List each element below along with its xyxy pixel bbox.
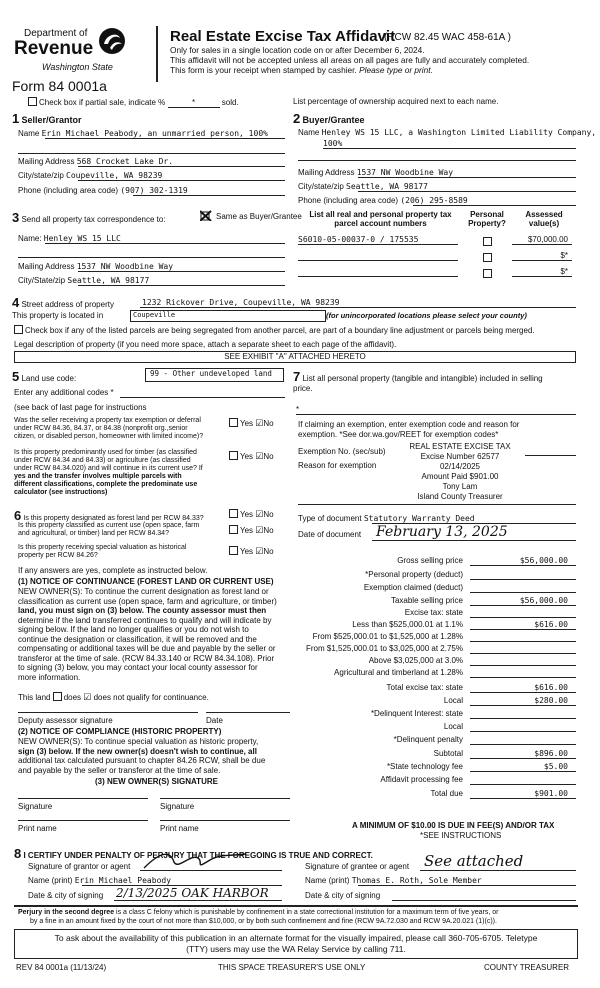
personal-property-checkbox-2[interactable] [483,253,492,262]
seller-name-field[interactable]: Erin Michael Peabody, an unmarried person, 100% [41,129,268,138]
tax-row-label: Taxable selling price [390,596,463,605]
seller-mail-field[interactable]: 568 Crocket Lake Dr. [76,157,174,166]
see-instructions: *SEE INSTRUCTIONS [420,831,502,840]
header-line-2: This affidavit will not be accepted unless all areas on all pages are fully and accurately completed. [170,55,530,65]
doc-type-row: Type of document Statutory Warranty Deed [298,514,475,523]
grantee-date-label: Date & city of signing [305,891,381,900]
checked-box-icon[interactable] [200,210,212,221]
tax-row-value[interactable]: $5.00 [543,762,568,771]
treasurer-stamp: REAL ESTATE EXCISE TAX Excise Number 62577 02/14/2025 Amount Paid $901.00 Tony Lam Island County Treasurer [409,442,511,501]
treasurer-use: THIS SPACE TREASURER'S USE ONLY [218,963,366,972]
forest-q1-yes-no[interactable]: Yes ☑No [229,509,274,519]
located-label: This property is located in [12,311,104,320]
assessed-value-1[interactable]: $70,000.00 [527,235,568,244]
legal-label: Legal description of property (if you need more space, attach a separate sheet to each page of the affidavit). [14,340,397,349]
tax-row-label: *Delinquent Interest: state [370,709,463,718]
doc-type-field[interactable]: Statutory Warranty Deed [363,514,475,523]
buyer-heading: 2 Buyer/Grantee [293,111,365,126]
located-note: (for unincorporated locations please select your county) [326,311,527,320]
forest-q2: Is this property classified as current use (open space, farm and agricultural, or timber) land per RCW 84.34? [18,522,200,537]
buyer-phone-row: Phone (including area code) (206) 295-8589 [298,196,468,205]
assessed-value-3[interactable]: $* [560,267,568,276]
header-line-1: Only for sales in a single location code on or after December 6, 2024. [170,45,425,55]
seller-city-row: City/state/zip Coupeville, WA 98239 [18,171,163,180]
partial-sale-checkbox[interactable] [28,97,37,106]
tax-row-label: Agricultural and timberland at 1.28% [334,668,463,677]
forest-q3: Is this property receiving special valuation as historical property per RCW 84.26? [18,544,187,559]
tax-row-label: *State technology fee [386,762,463,771]
assessed-value-header: Assessed value(s) [525,210,563,228]
grantor-date-field[interactable]: 2/13/2025 OAK HARBOR [116,886,269,900]
doc-date-field[interactable]: February 13, 2025 [376,524,508,540]
deputy-signature-label: Deputy assessor signature [18,716,113,725]
seller-mail-row: Mailing Address 568 Crocket Lake Dr. [18,157,174,166]
tax-row-label: Exemption claimed (deduct) [363,583,463,592]
tax-row-value[interactable]: $616.00 [534,620,568,629]
street-row: 4 Street address of property [12,295,114,310]
seller-name-row: Name Erin Michael Peabody, an unmarried person, 100% [18,129,268,138]
does-not-qualify-checkbox[interactable]: ☑ [83,692,92,702]
exemption-note: If claiming an exemption, enter exemption code and reason for exemption. *See dor.wa.gov/REET for exemption codes* [298,420,520,439]
buyer-name-line2: 100% [323,139,343,148]
personal-property-checkbox-1[interactable] [483,237,492,246]
see-back: (see back of last page for instructions [14,403,147,412]
tax-row-label: Excise tax: state [404,608,463,617]
seller-phone-field[interactable]: (907) 302-1319 [120,186,188,195]
buyer-mail-row: Mailing Address 1537 NW Woodbine Way [298,168,454,177]
washington-state-text: Washington State [42,62,113,72]
tax-row-value[interactable]: $280.00 [534,696,568,705]
forest-q2-yes-no[interactable]: Yes ☑No [229,525,274,535]
notice1-heading: (1) NOTICE OF CONTINUANCE (FOREST LAND OR CURRENT USE) [18,577,274,586]
tax-row-value[interactable]: $56,000.00 [519,556,568,565]
parcel-row-1[interactable]: S6010-05-00037-0 / 175535 [298,235,419,244]
grantor-sig-label: Signature of grantor or agent [28,862,131,871]
header-line-3: This form is your receipt when stamped by cashier. Please type or print. [170,65,433,75]
ownership-note: List percentage of ownership acquired next to each name. [293,97,499,106]
perjury-notice: Perjury in the second degree is a class C felony which is punishable by confinement in a state correctional institution for a maximum term of five years, or by a fine in an amount fixed by the court of not more than $10,000, or by both such confinement and fine (RCW 9A.72.030 and RCW 9A.20.021 (1)(c)). [18,909,499,925]
grantee-name-field[interactable]: Thomas E. Roth, Sole Member [351,876,482,885]
rev-number: REV 84 0001a (11/13/24) [16,963,107,972]
timber-question: Is this property predominantly used for timber (as classified under RCW 84.34 and 84.33) or agriculture (as classified under RCW 84.34.020) and will continue in its current use? If yes and the transfer involves multiple parcels with different classifications, complete the predominate use calculator (see instructions) [14,449,203,496]
partial-sale-row: Check box if partial sale, indicate % * sold. [28,97,239,108]
exemption-question: Was the seller receiving a property tax exemption or deferral under RCW 84.36, 84.37, or 84.38 (nonprofit org.,senior citizen, or disabled person, homeowner with limited income)? [14,417,204,440]
personal-property-header: Personal Property? [468,210,506,228]
personal-property-heading: 7 List all personal property (tangible and intangible) included in selling price. [293,369,543,393]
assessed-value-2[interactable]: $* [560,251,568,260]
segregated-row: Check box if any of the listed parcels are being segregated from another parcel, are part of a boundary line adjustment or parcels being merged. [14,325,535,335]
form-number: Form 84 0001a [12,78,107,94]
corr-mail-field[interactable]: 1537 NW Woodbine Way [76,262,174,271]
tax-row-value[interactable]: $616.00 [534,683,568,692]
notice3-heading: (3) NEW OWNER(S) SIGNATURE [95,777,218,786]
buyer-name-row: Name Henley WS 15 LLC, a Washington Limited Liability Company, [298,128,597,137]
corr-city-field[interactable]: Seattle, WA 98177 [67,276,150,285]
tax-row-label: Total due [430,789,463,798]
notice2-text: NEW OWNER(S): To continue special valuation as historic property, sign (3) below. If the new owner(s) doesn't wish to continue, all additional tax calculated pursuant to chapter 84.26 RCW, shall be due and payable by the seller or transferor at the time of sale. [18,737,266,775]
grantor-name-field[interactable]: Erin Michael Peabody [74,876,172,885]
segregated-checkbox[interactable] [14,325,23,334]
owner-signature-1: Signature [18,802,53,811]
tax-row-label: From $1,525,000.01 to $3,025,000 at 2.75% [305,644,463,653]
corr-city-row: City/State/zip Seattle, WA 98177 [18,276,150,285]
additional-codes: Enter any additional codes * [14,388,114,397]
tax-row-label: Subtotal [433,749,463,758]
tax-row-label: Above $3,025,000 at 3.0% [368,656,463,665]
does-checkbox[interactable] [53,692,62,701]
land-use-label: 5 Land use code: [12,369,77,384]
this-land-row: This land does ☑ does not qualify for continuance. [18,692,209,702]
county-treasurer: COUNTY TREASURER [484,963,570,972]
seller-city-field[interactable]: Coupeville, WA 98239 [66,171,163,180]
if-yes-note: If any answers are yes, complete as instructed below. [18,566,208,575]
legal-description-field[interactable]: SEE EXHIBIT "A" ATTACHED HERETO [14,351,576,363]
corr-name-row: Name: Henley WS 15 LLC [18,234,121,243]
forest-q3-yes-no[interactable]: Yes ☑No [229,546,274,556]
buyer-name-field[interactable]: Henley WS 15 LLC, a Washington Limited Liability Company, [321,128,597,137]
exemption-no-label: Exemption No. (sec/sub) [298,447,386,456]
exemption-reason-label: Reason for exemption [298,461,377,470]
seller-phone-row: Phone (including area code) (907) 302-1319 [18,186,188,195]
tax-row-label: Total excise tax: state [386,683,463,692]
form-title-ref: (RCW 82.45 WAC 458-61A ) [384,32,511,43]
forest-q1: 6 Is this property designated as forest land per RCW 84.33? [14,508,204,523]
tax-row-label: Affidavit processing fee [380,775,463,784]
certify-statement: 8 I CERTIFY UNDER PENALTY OF PERJURY THAT THE FOREGOING IS TRUE AND CORRECT. [14,846,373,861]
grantee-name-row: Name (print) Thomas E. Roth, Sole Member [305,876,482,885]
partial-pct-field[interactable]: * [168,98,220,108]
q1-yes-no[interactable]: Yes ☑No [229,418,274,428]
dor-logo [14,26,129,78]
seller-heading: 1 Seller/Grantor [12,111,82,126]
corr-mail-row: Mailing Address 1537 NW Woodbine Way [18,262,174,271]
tax-row-value[interactable]: $901.00 [534,789,568,798]
street-field[interactable]: 1232 Rickover Drive, Coupeville, WA 98239 [142,298,340,307]
parcel-header: List all real and personal property tax parcel account numbers [309,210,452,228]
buyer-mail-field[interactable]: 1537 NW Woodbine Way [356,168,454,177]
owner-print-1: Print name [18,824,57,833]
notice1-text: NEW OWNER(S): To continue the current designation as forest land or classification as current use (open space, farm and agriculture, or timber) land, you must sign on (3) below. The county assessor must then determine if the land transferred continues to qualify and will indicate by signing below. If the land no longer qualifies or you do not wish to continue the designation or classification, it will be removed and the compensating or additional taxes will be due and payable by the seller or transferor at the time of sale. (RCW 84.33.140 or RCW 84.34.108). Prior to signing (3) below, you may contact your local county assessor for more information. [18,587,277,682]
tax-row-label: *Personal property (deduct) [365,570,463,579]
tax-row-label: Local [443,696,463,705]
located-select[interactable]: Coupeville [130,310,326,322]
tax-row-label: Less than $525,000.01 at 1.1% [352,620,463,629]
tax-row-label: *Delinquent penalty [393,735,463,744]
buyer-phone-field[interactable]: (206) 295-8589 [400,196,468,205]
notice2-heading: (2) NOTICE OF COMPLIANCE (HISTORIC PROPERTY) [18,727,222,736]
deputy-date-label: Date [206,716,223,725]
personal-property-checkbox-3[interactable] [483,269,492,278]
q2-yes-no[interactable]: Yes ☑No [229,451,274,461]
grantor-date-label: Date & city of signing [28,891,104,900]
tax-row-label: Gross selling price [397,556,463,565]
grantor-name-row: Name (print) Erin Michael Peabody [28,876,172,885]
grantee-signature[interactable]: See attached [424,852,524,870]
buyer-city-row: City/state/zip Seattle, WA 98177 [298,182,428,191]
owner-signature-2: Signature [160,802,195,811]
doc-date-row: Date of document [298,530,362,539]
tax-row-value[interactable]: $896.00 [534,749,568,758]
land-use-field[interactable]: 99 - Other undeveloped land [145,368,284,382]
revenue-wordmark: Revenue [14,38,94,59]
minimum-due: A MINIMUM OF $10.00 IS DUE IN FEE(S) AND/OR TAX [352,821,555,830]
dor-swirl-icon [98,26,126,56]
tax-row-label: Local [443,722,463,731]
personal-property-star: * [296,405,300,414]
buyer-city-field[interactable]: Seattle, WA 98177 [346,182,428,191]
tax-row-value[interactable]: $56,000.00 [519,596,568,605]
corr-name-field[interactable]: Henley WS 15 LLC [43,234,121,243]
accessibility-box: To ask about the availability of this publication in an alternate format for the visually impaired, please call 360-705-6705. Teletype (TTY) users may use the WA Relay Service by calling 711. [14,929,578,959]
form-title: Real Estate Excise Tax Affidavit [170,28,396,45]
correspondence-heading: 3 Send all property tax correspondence to: [12,210,166,225]
grantee-sig-label: Signature of grantee or agent [305,862,410,871]
owner-print-2: Print name [160,824,199,833]
tax-row-label: From $525,000.01 to $1,525,000 at 1.28% [312,632,463,641]
dept-of-text: Department of [24,28,88,39]
same-as-buyer: Same as Buyer/Grantee [216,212,302,221]
